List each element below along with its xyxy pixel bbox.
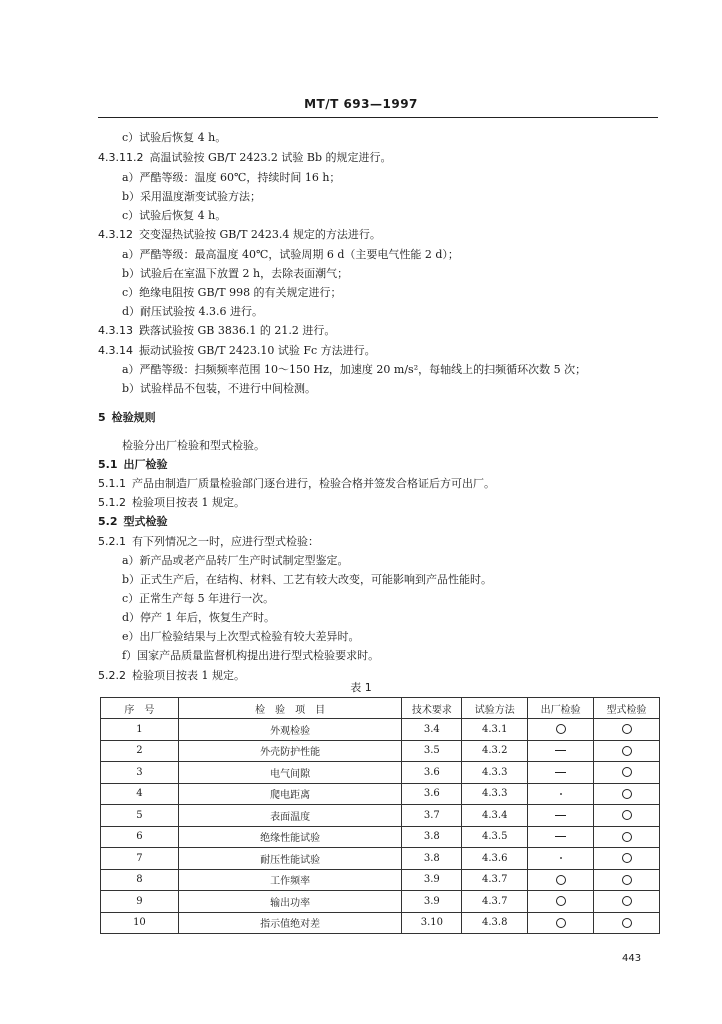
- cell-serial-number: 4: [101, 783, 179, 805]
- cell-serial-number: 9: [101, 891, 179, 913]
- section-5-1: [98, 458, 168, 472]
- cell-test-method: 4.3.3: [462, 762, 528, 784]
- clause-text: b）试验后在室温下放置 2 h，去除表面潮气；: [122, 267, 349, 280]
- required-circle-icon: [622, 789, 632, 799]
- clause-text: e）出厂检验结果与上次型式检验有较大差异时。: [122, 630, 360, 643]
- cell-type-inspection: [594, 805, 660, 827]
- cell-serial-number: 7: [101, 848, 179, 870]
- clause-text: c）正常生产每 5 年进行一次。: [122, 592, 275, 605]
- table-row: [101, 912, 660, 934]
- dot-mark-icon: [560, 857, 562, 859]
- table-caption: 表 1: [350, 681, 372, 694]
- page-number: 443: [622, 953, 642, 964]
- section-5-1-1: [98, 477, 495, 491]
- section-heading: 出厂检验: [123, 458, 168, 471]
- clause-text: d）停产 1 年后，恢复生产时。: [122, 611, 276, 624]
- header-factory-inspection: 出厂检验: [528, 698, 594, 719]
- required-circle-icon: [622, 832, 632, 842]
- cell-test-method: 4.3.2: [462, 740, 528, 762]
- clause-text: c）绝缘电阻按 GB/T 998 的有关规定进行；: [122, 286, 342, 299]
- section-5: [98, 411, 156, 425]
- header-technical-requirement: 技术要求: [402, 698, 462, 719]
- clause-text: 交变湿热试验按 GB/T 2423.4 规定的方法进行。: [139, 228, 381, 241]
- cell-serial-number: 8: [101, 869, 179, 891]
- clause-text: a）严酷等级：扫频频率范围 10～150 Hz，加速度 20 m/s²，每轴线上的扫频循环次数 5 次；: [122, 363, 587, 376]
- clause-text: 有下列情况之一时，应进行型式检验：: [132, 535, 319, 548]
- cell-inspection-item: 爬电距离: [178, 783, 402, 805]
- body-line: [122, 286, 342, 300]
- clause-text: 检验项目按表 1 规定。: [132, 669, 245, 682]
- clause-text: f）国家产品质量监督机构提出进行型式检验要求时。: [122, 649, 380, 662]
- clause-text: a）严酷等级：最高温度 40℃，试验周期 6 d（主要电气性能 2 d）；: [122, 248, 459, 261]
- cell-serial-number: 10: [101, 912, 179, 934]
- standard-code-header: MT/T 693—1997: [304, 97, 418, 111]
- inspection-items-table: [100, 697, 660, 934]
- cell-type-inspection: [594, 762, 660, 784]
- required-circle-icon: [622, 746, 632, 756]
- cell-inspection-item: 电气间隙: [178, 762, 402, 784]
- body-line: [122, 573, 492, 587]
- cell-test-method: 4.3.8: [462, 912, 528, 934]
- cell-technical-requirement: 3.6: [402, 783, 462, 805]
- cell-technical-requirement: 3.9: [402, 891, 462, 913]
- table-row: [101, 869, 660, 891]
- cell-test-method: 4.3.5: [462, 826, 528, 848]
- clause-number: 5.1.1: [98, 477, 126, 490]
- table-row: [101, 762, 660, 784]
- clause-text: c）试验后恢复 4 h。: [122, 209, 227, 222]
- body-line: [122, 592, 274, 606]
- cell-factory-inspection: [528, 783, 594, 805]
- required-circle-icon: [556, 875, 566, 885]
- section-5-1-2: [98, 496, 245, 510]
- cell-test-method: 4.3.7: [462, 869, 528, 891]
- cell-inspection-item: 外壳防护性能: [178, 740, 402, 762]
- cell-type-inspection: [594, 826, 660, 848]
- clause-text: b）正式生产后，在结构、材料、工艺有较大改变，可能影响到产品性能时。: [122, 573, 493, 586]
- cell-inspection-item: 表面温度: [178, 805, 402, 827]
- table-row: [101, 826, 660, 848]
- cell-serial-number: 3: [101, 762, 179, 784]
- cell-technical-requirement: 3.6: [402, 762, 462, 784]
- required-circle-icon: [622, 767, 632, 777]
- cell-serial-number: 2: [101, 740, 179, 762]
- not-required-dash-icon: [555, 772, 566, 773]
- header-rule: [98, 117, 658, 118]
- required-circle-icon: [556, 896, 566, 906]
- body-line: [122, 171, 340, 185]
- clause-text: b）试验样品不包装，不进行中间检测。: [122, 382, 317, 395]
- cell-test-method: 4.3.4: [462, 805, 528, 827]
- clause-text: a）新产品或老产品转厂生产时试制定型鉴定。: [122, 554, 349, 567]
- cell-technical-requirement: 3.8: [402, 848, 462, 870]
- table-row: [101, 805, 660, 827]
- body-line: [122, 630, 360, 644]
- section-4-3-14: [98, 344, 376, 358]
- body-line: [122, 131, 226, 145]
- cell-factory-inspection: [528, 848, 594, 870]
- cell-factory-inspection: [528, 891, 594, 913]
- clause-number: 4.3.11.2: [98, 151, 144, 164]
- clause-text: 高温试验按 GB/T 2423.2 试验 Bb 的规定进行。: [149, 151, 392, 164]
- body-line: [122, 190, 261, 204]
- cell-technical-requirement: 3.7: [402, 805, 462, 827]
- clause-number: 4.3.14: [98, 344, 133, 357]
- cell-inspection-item: 绝缘性能试验: [178, 826, 402, 848]
- cell-inspection-item: 工作频率: [178, 869, 402, 891]
- clause-number: 4.3.12: [98, 228, 133, 241]
- cell-test-method: 4.3.1: [462, 719, 528, 741]
- required-circle-icon: [556, 724, 566, 734]
- cell-type-inspection: [594, 783, 660, 805]
- required-circle-icon: [622, 918, 632, 928]
- cell-serial-number: 6: [101, 826, 179, 848]
- table-row: [101, 740, 660, 762]
- cell-type-inspection: [594, 848, 660, 870]
- clause-text: 跌落试验按 GB 3836.1 的 21.2 进行。: [139, 324, 336, 337]
- body-line: [122, 554, 349, 568]
- table-row: [101, 848, 660, 870]
- cell-serial-number: 5: [101, 805, 179, 827]
- body-line: [122, 611, 275, 625]
- cell-test-method: 4.3.7: [462, 891, 528, 913]
- required-circle-icon: [622, 853, 632, 863]
- clause-text: 振动试验按 GB/T 2423.10 试验 Fc 方法进行。: [139, 344, 376, 357]
- body-line: [122, 439, 265, 453]
- cell-technical-requirement: 3.10: [402, 912, 462, 934]
- section-4-3-13: [98, 324, 335, 338]
- table-row: [101, 891, 660, 913]
- clause-number: 5.2.2: [98, 669, 126, 682]
- body-line: [122, 363, 586, 377]
- cell-inspection-item: 指示值绝对差: [178, 912, 402, 934]
- header-serial-number: 序 号: [101, 698, 179, 719]
- cell-type-inspection: [594, 891, 660, 913]
- dot-mark-icon: [560, 793, 562, 795]
- cell-type-inspection: [594, 912, 660, 934]
- cell-serial-number: 1: [101, 719, 179, 741]
- cell-inspection-item: 耐压性能试验: [178, 848, 402, 870]
- table-row: [101, 783, 660, 805]
- cell-type-inspection: [594, 740, 660, 762]
- clause-number: 5.1: [98, 458, 118, 471]
- clause-text: 检验项目按表 1 规定。: [132, 496, 245, 509]
- cell-type-inspection: [594, 869, 660, 891]
- cell-test-method: 4.3.3: [462, 783, 528, 805]
- required-circle-icon: [622, 896, 632, 906]
- cell-inspection-item: 外观检验: [178, 719, 402, 741]
- section-5-2-1: [98, 535, 319, 549]
- cell-test-method: 4.3.6: [462, 848, 528, 870]
- clause-number: 4.3.13: [98, 324, 133, 337]
- section-heading: 型式检验: [123, 515, 168, 528]
- table-row: [101, 719, 660, 741]
- body-line: [122, 649, 379, 663]
- clause-text: b）采用温度渐变试验方法；: [122, 190, 262, 203]
- cell-technical-requirement: 3.9: [402, 869, 462, 891]
- cell-inspection-item: 输出功率: [178, 891, 402, 913]
- not-required-dash-icon: [555, 750, 566, 751]
- cell-type-inspection: [594, 719, 660, 741]
- clause-number: 5.1.2: [98, 496, 126, 509]
- cell-factory-inspection: [528, 805, 594, 827]
- cell-factory-inspection: [528, 869, 594, 891]
- section-5-2: [98, 515, 168, 529]
- section-4-3-11-2: [98, 151, 392, 165]
- header-inspection-item: 检 验 项 目: [178, 698, 402, 719]
- clause-text: 检验分出厂检验和型式检验。: [122, 439, 265, 452]
- clause-number: 5: [98, 411, 106, 424]
- cell-factory-inspection: [528, 912, 594, 934]
- clause-text: a）严酷等级：温度 60℃，持续时间 16 h；: [122, 171, 341, 184]
- body-line: [122, 382, 316, 396]
- section-heading: 检验规则: [111, 411, 156, 424]
- body-line: [122, 209, 226, 223]
- not-required-dash-icon: [555, 815, 566, 816]
- section-4-3-12: [98, 228, 381, 242]
- cell-factory-inspection: [528, 826, 594, 848]
- cell-factory-inspection: [528, 740, 594, 762]
- required-circle-icon: [622, 875, 632, 885]
- clause-text: 产品由制造厂质量检验部门逐台进行，检验合格并签发合格证后方可出厂。: [132, 477, 495, 490]
- clause-text: c）试验后恢复 4 h。: [122, 131, 227, 144]
- required-circle-icon: [556, 918, 566, 928]
- clause-text: d）耐压试验按 4.3.6 进行。: [122, 305, 264, 318]
- clause-number: 5.2: [98, 515, 118, 528]
- body-line: [122, 305, 263, 319]
- cell-technical-requirement: 3.8: [402, 826, 462, 848]
- table-header-row: [101, 698, 660, 719]
- body-line: [122, 248, 459, 262]
- required-circle-icon: [622, 810, 632, 820]
- cell-factory-inspection: [528, 762, 594, 784]
- body-line: [122, 267, 348, 281]
- cell-technical-requirement: 3.4: [402, 719, 462, 741]
- cell-technical-requirement: 3.5: [402, 740, 462, 762]
- cell-factory-inspection: [528, 719, 594, 741]
- clause-number: 5.2.1: [98, 535, 126, 548]
- header-type-inspection: 型式检验: [594, 698, 660, 719]
- not-required-dash-icon: [555, 836, 566, 837]
- header-test-method: 试验方法: [462, 698, 528, 719]
- required-circle-icon: [622, 724, 632, 734]
